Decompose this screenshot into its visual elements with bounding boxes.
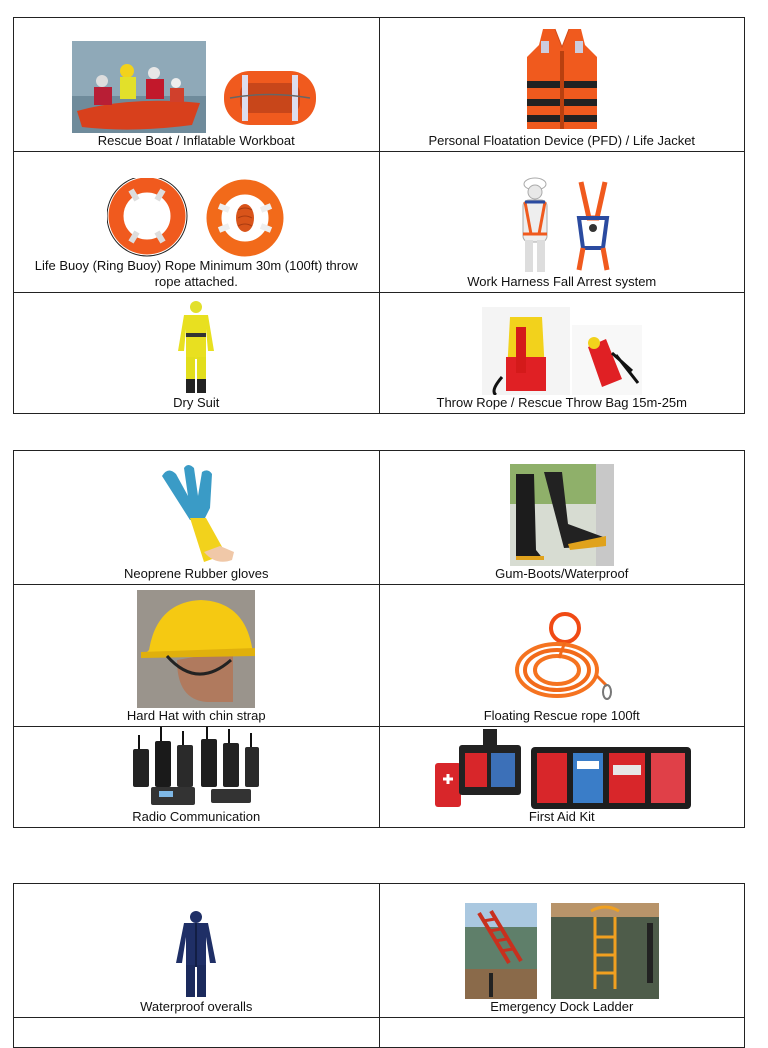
caption-harness: Work Harness Fall Arrest system	[467, 274, 657, 289]
inflatable-raft-photo	[220, 61, 320, 133]
dry-suit-photo	[174, 299, 218, 395]
rescue-boat-photo	[72, 41, 206, 133]
caption-first-aid: First Aid Kit	[528, 809, 595, 824]
cell-rescue-boat	[14, 18, 380, 152]
harness-mannequin-photo	[511, 174, 559, 274]
cell-overalls	[14, 884, 380, 1018]
dock-ladder-photo	[465, 903, 537, 999]
hard-hat-photo	[137, 590, 255, 708]
caption-rescue-boat: Rescue Boat / Inflatable Workboat	[97, 133, 295, 148]
equipment-table-1	[13, 17, 745, 414]
caption-hard-hat: Hard Hat with chin strap	[126, 708, 266, 723]
first-aid-open-kit-photo	[531, 747, 691, 809]
caption-gloves: Neoprene Rubber gloves	[123, 566, 269, 581]
caption-radio: Radio Communication	[132, 809, 261, 824]
caption-throw-bag: Throw Rope / Rescue Throw Bag 15m-25m	[436, 395, 687, 410]
caption-gum-boots: Gum-Boots/Waterproof	[495, 566, 629, 581]
caption-life-buoy: Life Buoy (Ring Buoy) Rope Minimum 30m (100ft) throw rope attached.	[34, 258, 358, 289]
first-aid-bag-photo	[433, 727, 525, 809]
dock-ladder-water-photo	[551, 903, 659, 999]
cell-next-right	[379, 1018, 745, 1048]
caption-overalls: Waterproof overalls	[140, 999, 253, 1014]
cell-life-jacket	[379, 18, 745, 152]
cell-harness	[379, 152, 745, 293]
cell-first-aid	[379, 727, 745, 828]
rescue-rope-photo	[507, 606, 617, 708]
cell-next-left	[14, 1018, 380, 1048]
throw-bag-small-photo	[572, 325, 642, 395]
cell-hard-hat	[14, 585, 380, 727]
cell-radio	[14, 727, 380, 828]
radios-photo	[123, 727, 269, 809]
caption-rescue-rope: Floating Rescue rope 100ft	[483, 708, 640, 723]
cell-gum-boots	[379, 451, 745, 585]
cell-dry-suit	[14, 293, 380, 414]
cell-rescue-rope	[379, 585, 745, 727]
equipment-table-2	[13, 450, 745, 828]
cell-dock-ladder	[379, 884, 745, 1018]
cell-life-buoy	[14, 152, 380, 293]
rubber-glove-photo	[154, 462, 238, 566]
caption-dry-suit: Dry Suit	[173, 395, 220, 410]
life-jacket-photo	[521, 27, 603, 133]
throw-bag-photo	[482, 307, 570, 395]
caption-dock-ladder: Emergency Dock Ladder	[490, 999, 634, 1014]
cell-gloves	[14, 451, 380, 585]
gum-boots-photo	[510, 464, 614, 566]
overalls-photo	[174, 909, 218, 999]
equipment-table-3	[13, 883, 745, 1048]
caption-life-jacket: Personal Floatation Device (PFD) / Life Jacket	[428, 133, 696, 148]
harness-photo	[573, 178, 613, 274]
life-buoy-photo	[107, 178, 191, 258]
life-buoy-rope-photo	[205, 178, 285, 258]
cell-throw-bag	[379, 293, 745, 414]
